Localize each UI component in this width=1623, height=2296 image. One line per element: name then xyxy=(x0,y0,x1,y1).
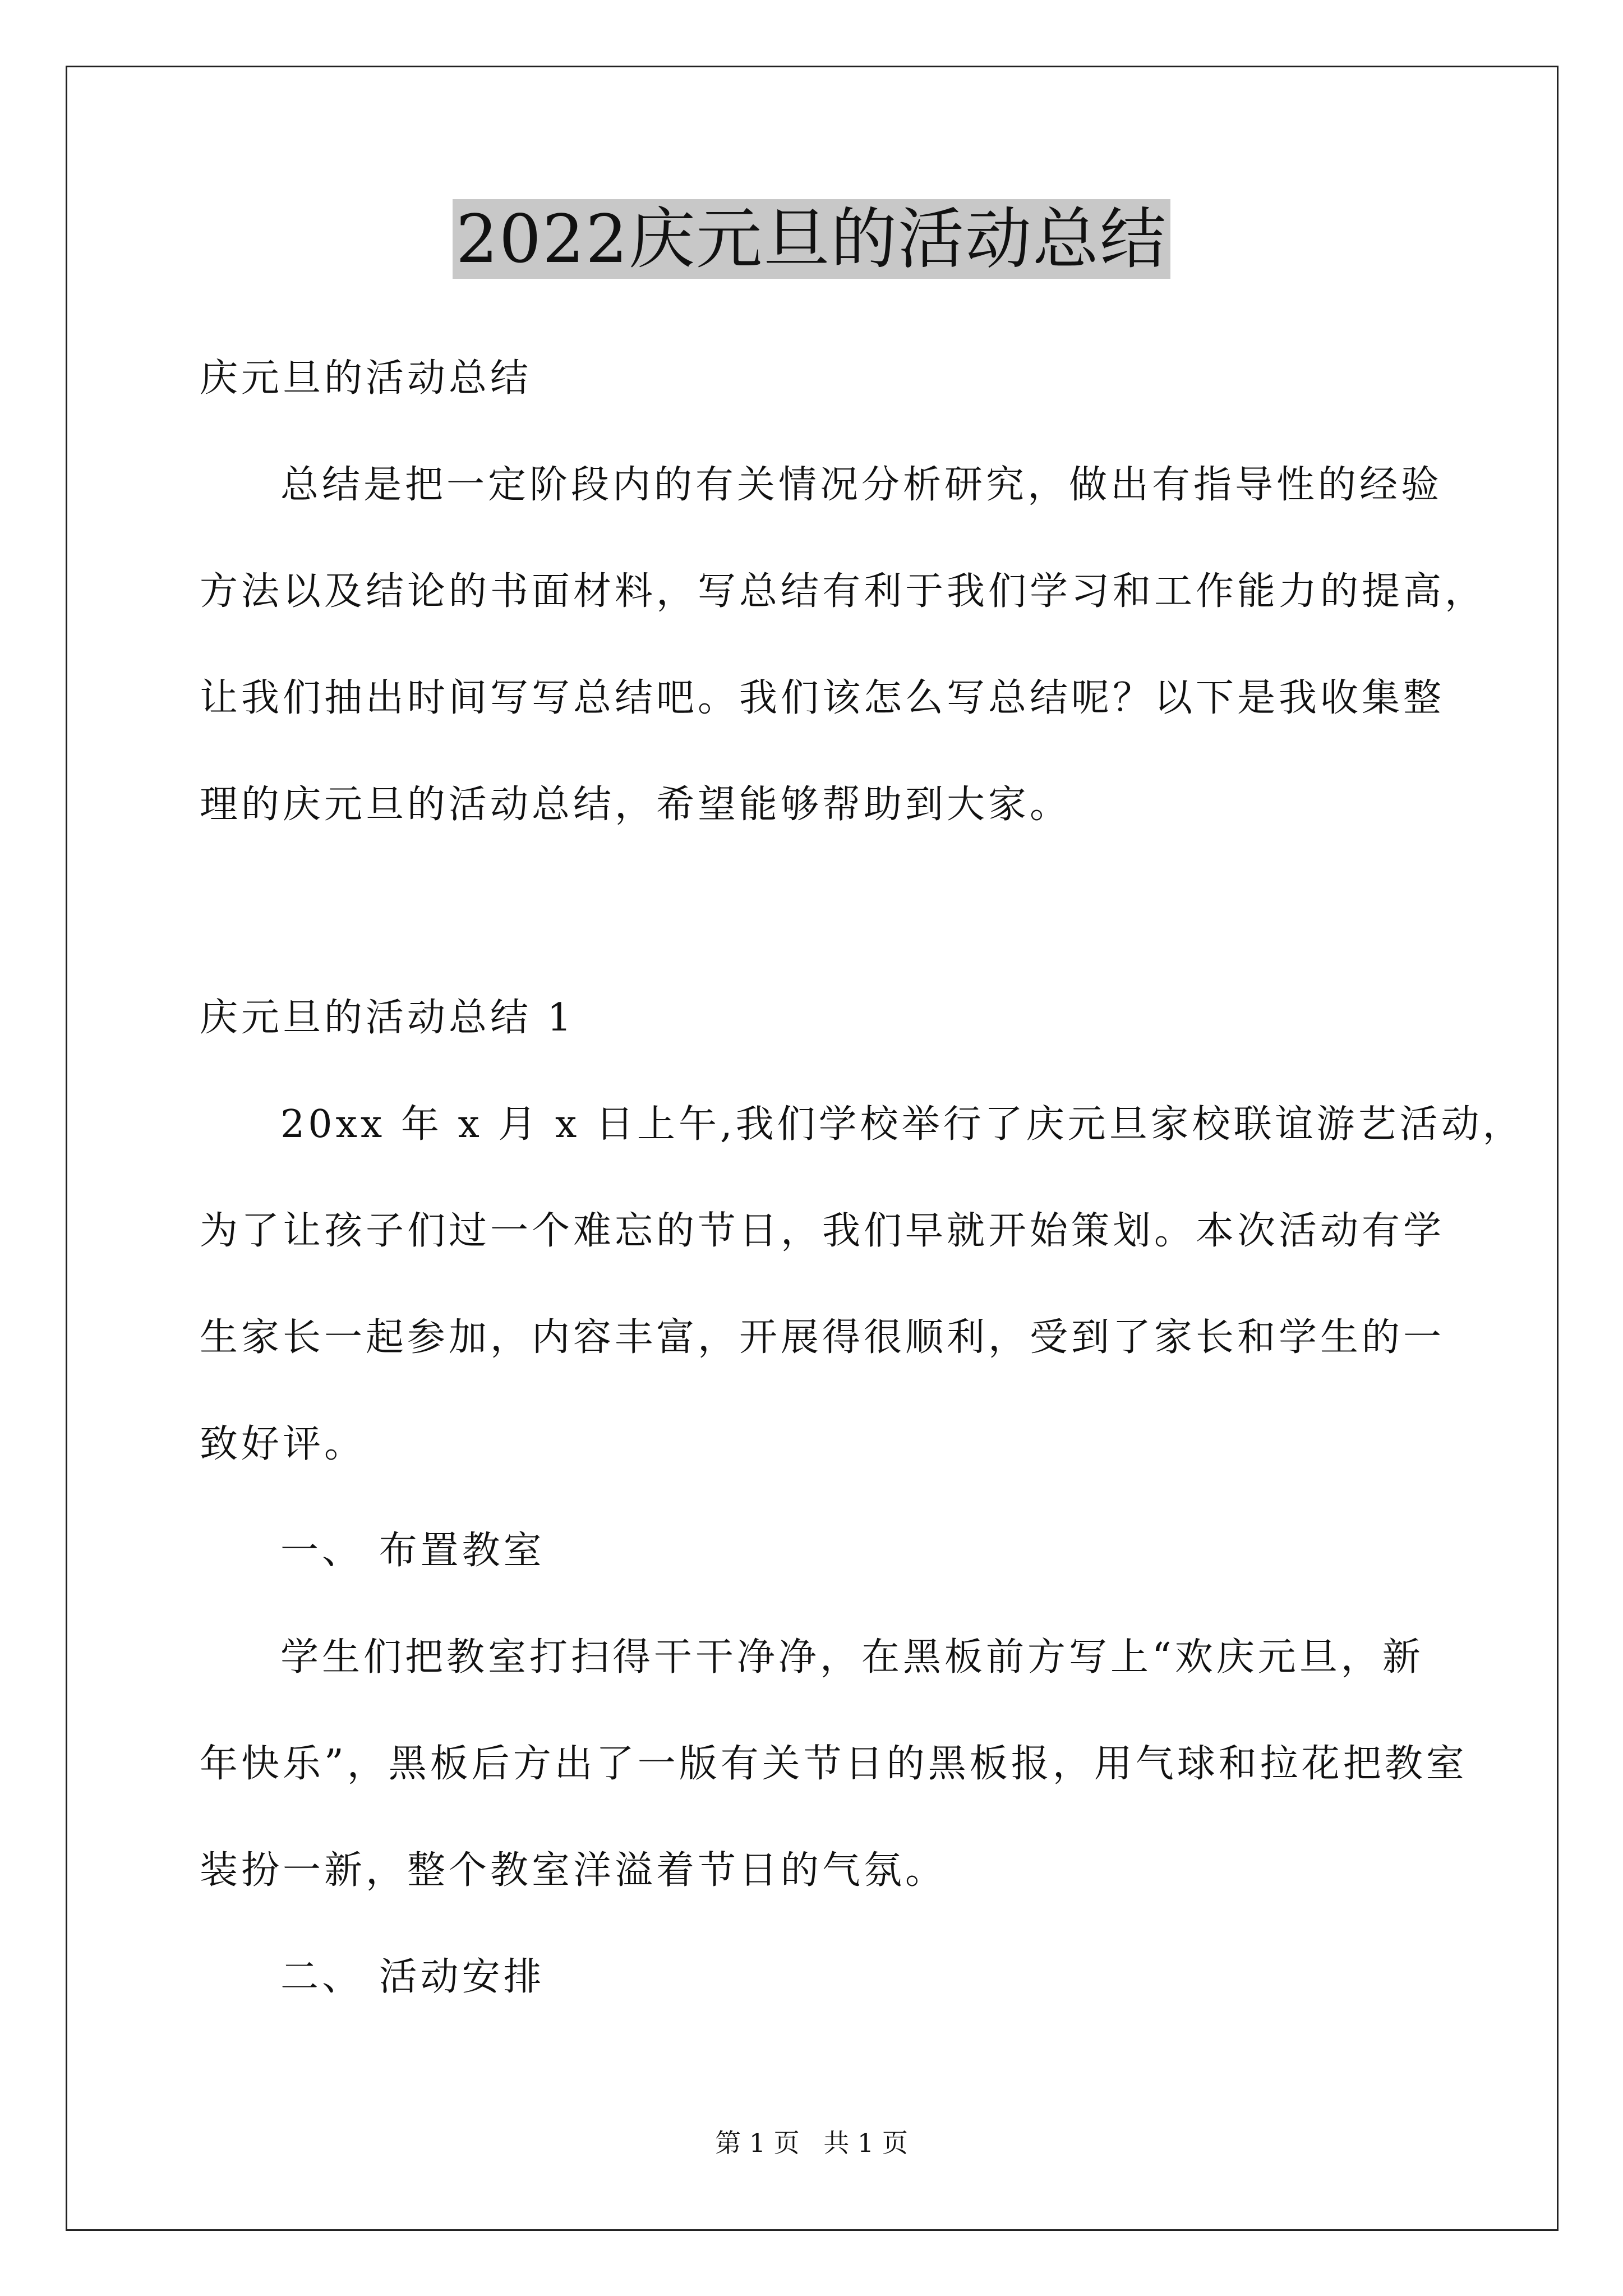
paragraph-line: 装扮一新，整个教室洋溢着节日的气氛。 xyxy=(200,1848,947,1893)
paragraph-line: 20xx 年 x 月 x 日上午,我们学校举行了庆元旦家校联谊游艺活动， xyxy=(280,1102,1524,1147)
page-footer xyxy=(0,2126,1623,2160)
section-heading: 庆元旦的活动总结 1 xyxy=(200,996,575,1040)
page-total: 共 1 页 xyxy=(823,2128,908,2158)
paragraph-line: 致好评。 xyxy=(200,1422,366,1466)
paragraph-line: 为了让孩子们过一个难忘的节日，我们早就开始策划。本次活动有学 xyxy=(200,1209,1445,1253)
paragraph-line: 方法以及结论的书面材料，写总结有利于我们学习和工作能力的提高， xyxy=(200,569,1487,614)
intro-heading: 庆元旦的活动总结 xyxy=(200,356,532,401)
subsection-heading: 二、 活动安排 xyxy=(280,1955,545,1999)
paragraph-line: 生家长一起参加，内容丰富，开展得很顺利，受到了家长和学生的一 xyxy=(200,1315,1445,1360)
paragraph-line: 让我们抽出时间写写总结吧。我们该怎么写总结呢？以下是我收集整 xyxy=(200,676,1445,720)
page-number: 第 1 页 xyxy=(715,2128,800,2158)
paragraph-line: 总结是把一定阶段内的有关情况分析研究，做出有指导性的经验 xyxy=(280,463,1443,507)
subsection-heading: 一、 布置教室 xyxy=(280,1529,545,1573)
title-wrap xyxy=(0,199,1623,279)
paragraph-line: 年快乐”，黑板后方出了一版有关节日的黑板报，用气球和拉花把教室 xyxy=(200,1742,1468,1786)
document-title: 2022庆元旦的活动总结 xyxy=(453,199,1170,279)
paragraph-line: 理的庆元旦的活动总结，希望能够帮助到大家。 xyxy=(200,783,1072,827)
paragraph-line: 学生们把教室打扫得干干净净，在黑板前方写上“欢庆元旦，新 xyxy=(280,1635,1424,1680)
